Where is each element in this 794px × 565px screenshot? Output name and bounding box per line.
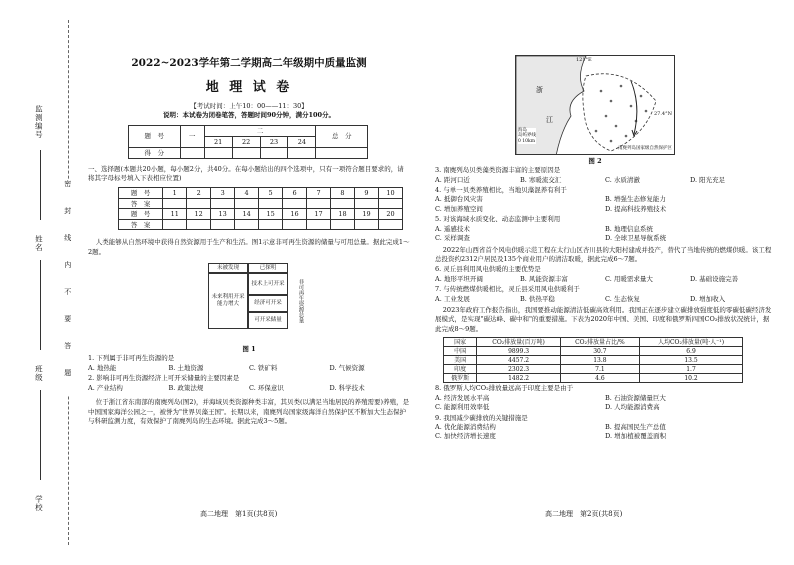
intro-q6-7: 2022年山西省首个风电供暖示范工程在太行山区杏川县的大阳村建成并投产，替代了当地传统的燃煤供暖。该工程总投资约2312户居民及135个商业用户的清洁取暖，据此完成6～7题。 xyxy=(435,245,772,263)
option[interactable]: A. 地热能 xyxy=(88,363,117,372)
score-header-q24: 24 xyxy=(288,136,316,147)
answer-blank[interactable] xyxy=(187,219,211,230)
question-6: 6. 灵丘县利用风电供暖的主要优势是 xyxy=(435,265,541,274)
option[interactable]: D. 增加植被覆盖面积 xyxy=(605,432,667,441)
left-page-footer: 高二地理 第1页(共8页) xyxy=(200,510,278,518)
answer-blank[interactable] xyxy=(354,198,378,209)
answer-blank[interactable] xyxy=(163,198,187,209)
answer-blank[interactable] xyxy=(307,219,331,230)
score-cell[interactable] xyxy=(316,147,368,158)
answer-blank[interactable] xyxy=(211,219,235,230)
exam-notice: 说明：本试卷为闭卷笔答，答题时间90分钟，满分100分。 xyxy=(162,110,336,119)
answer-num: 9 xyxy=(354,188,378,199)
co2-cell: 6.9 xyxy=(639,347,742,356)
answer-num: 18 xyxy=(331,209,355,220)
answer-num: 1 xyxy=(163,188,187,199)
option[interactable]: B. 地理信息系统 xyxy=(605,224,653,233)
co2-row xyxy=(444,374,743,383)
name-line xyxy=(40,260,41,350)
question-4-options xyxy=(435,195,775,214)
answer-blank[interactable] xyxy=(235,198,259,209)
answer-blank[interactable] xyxy=(307,198,331,209)
answer-cell-label: 题 号 xyxy=(119,209,163,220)
option[interactable]: D. 增加收入 xyxy=(690,294,726,303)
answer-row-numbers-1 xyxy=(119,188,403,199)
right-page xyxy=(435,40,775,442)
answer-num: 5 xyxy=(259,188,283,199)
answer-num: 15 xyxy=(259,209,283,220)
answer-blank[interactable] xyxy=(378,219,402,230)
map-label-zhe: 浙 xyxy=(536,86,543,94)
class-label: 班级 xyxy=(34,365,44,382)
right-page-footer: 高二地理 第2页(共8页) xyxy=(545,510,623,518)
co2-cell: 俄罗斯 xyxy=(444,374,477,383)
answer-num: 4 xyxy=(235,188,259,199)
answer-blank[interactable] xyxy=(283,219,307,230)
option[interactable]: A. 遥感技术 xyxy=(435,224,470,233)
answer-num: 16 xyxy=(283,209,307,220)
co2-table xyxy=(443,337,743,383)
map-reserve-label: 南麂列岛国家级自然保护区 xyxy=(618,146,672,152)
school-label: 学校 xyxy=(34,495,44,512)
figure-1 xyxy=(208,263,318,343)
legend-item: 岛屿界线 xyxy=(518,133,536,139)
answer-blank[interactable] xyxy=(259,198,283,209)
co2-row xyxy=(444,365,743,374)
answer-blank[interactable] xyxy=(211,198,235,209)
answer-num: 6 xyxy=(283,188,307,199)
figure-2-map xyxy=(515,55,675,155)
question-9: 9. 我国减少碳排放的关键措施是 xyxy=(435,413,528,422)
answer-num: 11 xyxy=(163,209,187,220)
question-1-options xyxy=(88,364,410,373)
answer-row-blanks-1 xyxy=(119,198,403,209)
intro-q1-2: 人类能够从自然环境中获得自然资源用于生产和生活。图1示意非可再生资源的储量与可用总量。据此完成1～2题。 xyxy=(88,238,410,256)
map-latitude: 27.4°N xyxy=(653,111,672,117)
option[interactable]: A. 地形平坦开阔 xyxy=(435,274,483,283)
answer-row-blanks-2 xyxy=(119,219,403,230)
option[interactable]: D. 提高科技养殖技术 xyxy=(605,204,667,213)
option[interactable]: B. 政策法规 xyxy=(168,383,204,392)
co2-cell: 1482.2 xyxy=(477,374,560,383)
co2-cell: 13.5 xyxy=(639,356,742,365)
option[interactable]: A. 抵御台风灾害 xyxy=(435,195,483,204)
option[interactable]: D. 气候资源 xyxy=(329,363,365,372)
co2-cell: 7.1 xyxy=(560,365,639,374)
question-8: 8. 俄罗斯人均CO₂排放量远高于印度主要是由于 xyxy=(435,384,574,393)
exam-time: 【考试时间：上午10：00——11：30】 xyxy=(190,102,308,111)
option[interactable]: C. 用暖需求量大 xyxy=(605,274,653,283)
question-6-options xyxy=(435,275,775,284)
score-cell[interactable] xyxy=(204,147,232,158)
option[interactable]: C. 铁矿料 xyxy=(249,363,278,372)
question-3-options xyxy=(435,176,775,185)
option[interactable]: D. 科学技术 xyxy=(329,383,365,392)
option[interactable]: C. 水质清澈 xyxy=(605,175,640,184)
option[interactable]: C. 能源利用效率低 xyxy=(435,403,490,412)
co2-row xyxy=(444,356,743,365)
fig1-future: 未来利用开采能力增大 xyxy=(208,273,248,329)
co2-header: CO₂排放量占比/% xyxy=(560,338,639,347)
option[interactable]: C. 环保意识 xyxy=(249,383,284,392)
question-5: 5. 对该海域水质变化、动态监测中主要利用 xyxy=(435,215,561,224)
map-reserve-boundary xyxy=(583,74,656,151)
co2-header: 国家 xyxy=(444,338,477,347)
co2-cell: 13.8 xyxy=(560,356,639,365)
question-9-options xyxy=(435,423,775,442)
fig1-technical: 技术上可开采 xyxy=(248,273,288,295)
question-2-options xyxy=(88,384,410,393)
fig1-proven: 已探明 xyxy=(248,263,288,273)
exam-title: 2022~2023学年第二学期高二年级期中质量监测 xyxy=(131,57,367,69)
intro-q8-9: 2023年政府工作报告指出，我国要推动能源清洁低碳高效利用。我国正在逐步建立碳排放强度低的零碳低碳经济发展模式，是实现"碳达峰、碳中和"的重要措施。下表为2020年中国、美国、印度和俄罗斯四国CO₂排放状况统计，据此完成8～9题。 xyxy=(435,306,772,333)
seal-line-text: 密封线内不要答题 xyxy=(63,180,72,396)
option[interactable]: D. 全球卫星导航系统 xyxy=(605,234,667,243)
intro-q3-5: 位于浙江省东南部的南麂列岛(图2)，并海域贝类资源种类丰富，其贝类(以满足当地居民的养殖需要)养殖，是中国国家海洋公园之一，被誉为"世界贝藻王国"。长期以来，南麂列岛国家级海洋自然保护区不断加大生态保护与科研监测力度，有效保护了南麂列岛的生态环境。据此完成3～5题。 xyxy=(88,398,410,425)
question-1: 1. 下列属于非可再生资源的是 xyxy=(88,354,175,363)
option[interactable]: B. 供热平稳 xyxy=(520,294,555,303)
option[interactable]: D. 阳光充足 xyxy=(690,175,726,184)
map-legend xyxy=(518,128,536,144)
co2-cell: 美国 xyxy=(444,356,477,365)
score-row-label: 得 分 xyxy=(129,147,181,158)
co2-cell: 印度 xyxy=(444,365,477,374)
score-header-q23: 23 xyxy=(260,136,288,147)
co2-header: CO₂排放量(百万吨) xyxy=(477,338,560,347)
question-4: 4. 与单一贝类养殖相比，当地贝藻混养有利于 xyxy=(435,185,567,194)
figure-1-caption: 图 1 xyxy=(242,345,256,354)
answer-num: 3 xyxy=(211,188,235,199)
answer-blank[interactable] xyxy=(354,219,378,230)
answer-blank[interactable] xyxy=(378,198,402,209)
answer-num: 7 xyxy=(307,188,331,199)
co2-cell: 4457.2 xyxy=(477,356,560,365)
class-line xyxy=(40,390,41,480)
answer-blank[interactable] xyxy=(235,219,259,230)
question-5-options xyxy=(435,225,775,244)
fig1-undiscovered: 未被发现 xyxy=(208,263,248,273)
left-page xyxy=(88,45,410,426)
question-8-options xyxy=(435,394,775,413)
option[interactable]: A. 优化能源消费结构 xyxy=(435,422,496,431)
map-current-arrow xyxy=(631,81,637,134)
co2-cell: 中国 xyxy=(444,347,477,356)
score-cell[interactable] xyxy=(260,147,288,158)
fig1-reserve: 可开采储量 xyxy=(248,312,288,329)
exam-number-label: 监测编号 xyxy=(34,105,44,139)
fig1-economic: 经济可开采 xyxy=(248,295,288,312)
legend-scale: 0 10km xyxy=(518,138,536,144)
name-label: 姓名 xyxy=(34,235,44,252)
answer-cell-label: 题 号 xyxy=(119,188,163,199)
option[interactable]: A. 距河口近 xyxy=(435,175,470,184)
answer-blank[interactable] xyxy=(331,219,355,230)
answer-num: 19 xyxy=(354,209,378,220)
option[interactable]: C. 增加养殖空间 xyxy=(435,204,483,213)
answer-blank[interactable] xyxy=(283,198,307,209)
score-header-q22: 22 xyxy=(232,136,260,147)
section1-instructions: 一、选择题(本题共20小题，每小题2分，共40分。在每小题给出的四个选项中，只有一项符合题目要求的，请将其字母标号填入下表相应位置) xyxy=(88,164,404,183)
subject-title: 地 理 试 卷 xyxy=(205,80,293,96)
exam-number-line xyxy=(40,150,41,220)
option[interactable]: A. 产业结构 xyxy=(88,383,123,392)
question-7: 7. 与传统燃煤供暖相比，灵丘县采用风电供暖利于 xyxy=(435,285,580,294)
option[interactable]: B. 提高国民生产总值 xyxy=(605,422,666,431)
answer-num: 10 xyxy=(378,188,402,199)
score-header-label: 题 号 xyxy=(129,125,181,147)
map-graphic xyxy=(516,56,675,155)
map-island-dots xyxy=(595,85,648,143)
co2-cell: 9899.3 xyxy=(477,347,560,356)
score-table xyxy=(128,125,368,159)
score-header-q21: 21 xyxy=(204,136,232,147)
answer-num: 20 xyxy=(378,209,402,220)
answer-blank[interactable] xyxy=(331,198,355,209)
question-3: 3. 南麂列岛贝类藻类资源丰富的主要原因是 xyxy=(435,166,561,175)
map-longitude: 121°E xyxy=(576,57,592,63)
option[interactable]: C. 采样调查 xyxy=(435,234,470,243)
option[interactable]: D. 人均能源消费高 xyxy=(605,403,660,412)
answer-num: 14 xyxy=(235,209,259,220)
answer-cell-label: 答 案 xyxy=(119,198,163,209)
answer-num: 2 xyxy=(187,188,211,199)
score-header-part1: 一 xyxy=(180,125,204,147)
answer-blank[interactable] xyxy=(163,219,187,230)
map-label-jiang: 江 xyxy=(546,116,553,124)
answer-cell-label: 答 案 xyxy=(119,219,163,230)
option[interactable]: A. 经济发展水平高 xyxy=(435,393,490,402)
option[interactable]: A. 工业发展 xyxy=(435,294,470,303)
score-cell[interactable] xyxy=(232,147,260,158)
option[interactable]: B. 土地资源 xyxy=(168,363,204,372)
answer-num: 12 xyxy=(187,209,211,220)
answer-blank[interactable] xyxy=(187,198,211,209)
co2-cell: 1.7 xyxy=(639,365,742,374)
score-cell[interactable] xyxy=(288,147,316,158)
co2-cell: 2302.3 xyxy=(477,365,560,374)
answer-row-numbers-2 xyxy=(119,209,403,220)
option[interactable]: B. 风能资源丰富 xyxy=(520,274,568,283)
co2-header: 人均CO₂排放量(吨·人⁻¹) xyxy=(639,338,742,347)
answer-num: 8 xyxy=(331,188,355,199)
option[interactable]: C. 生态恢复 xyxy=(605,294,640,303)
answer-table xyxy=(118,187,403,230)
score-header-total: 总 分 xyxy=(316,125,368,147)
option[interactable]: C. 加快经济增长速度 xyxy=(435,432,496,441)
option[interactable]: B. 增强生态修复能力 xyxy=(605,195,666,204)
answer-num: 13 xyxy=(211,209,235,220)
option[interactable]: B. 石油资源储量巨大 xyxy=(605,393,666,402)
co2-row xyxy=(444,347,743,356)
co2-cell: 30.7 xyxy=(560,347,639,356)
co2-cell: 10.2 xyxy=(639,374,742,383)
figure-2-caption: 图 2 xyxy=(588,157,602,165)
score-header-part2: 二 xyxy=(204,125,316,136)
answer-blank[interactable] xyxy=(259,219,283,230)
answer-num: 17 xyxy=(307,209,331,220)
co2-cell: 4.6 xyxy=(560,374,639,383)
option[interactable]: B. 寒暖流交汇 xyxy=(520,175,562,184)
option[interactable]: D. 基础设施完善 xyxy=(690,274,739,283)
co2-header-row xyxy=(444,338,743,347)
fig1-total: 非可再生资源总量 xyxy=(297,279,304,324)
binding-strip xyxy=(0,0,78,565)
question-2: 2. 影响非可再生资源经济上可开采储量的主要因素是 xyxy=(88,374,240,383)
score-cell[interactable] xyxy=(180,147,204,158)
question-7-options xyxy=(435,295,775,304)
legend-item: 海岛 xyxy=(518,128,527,133)
